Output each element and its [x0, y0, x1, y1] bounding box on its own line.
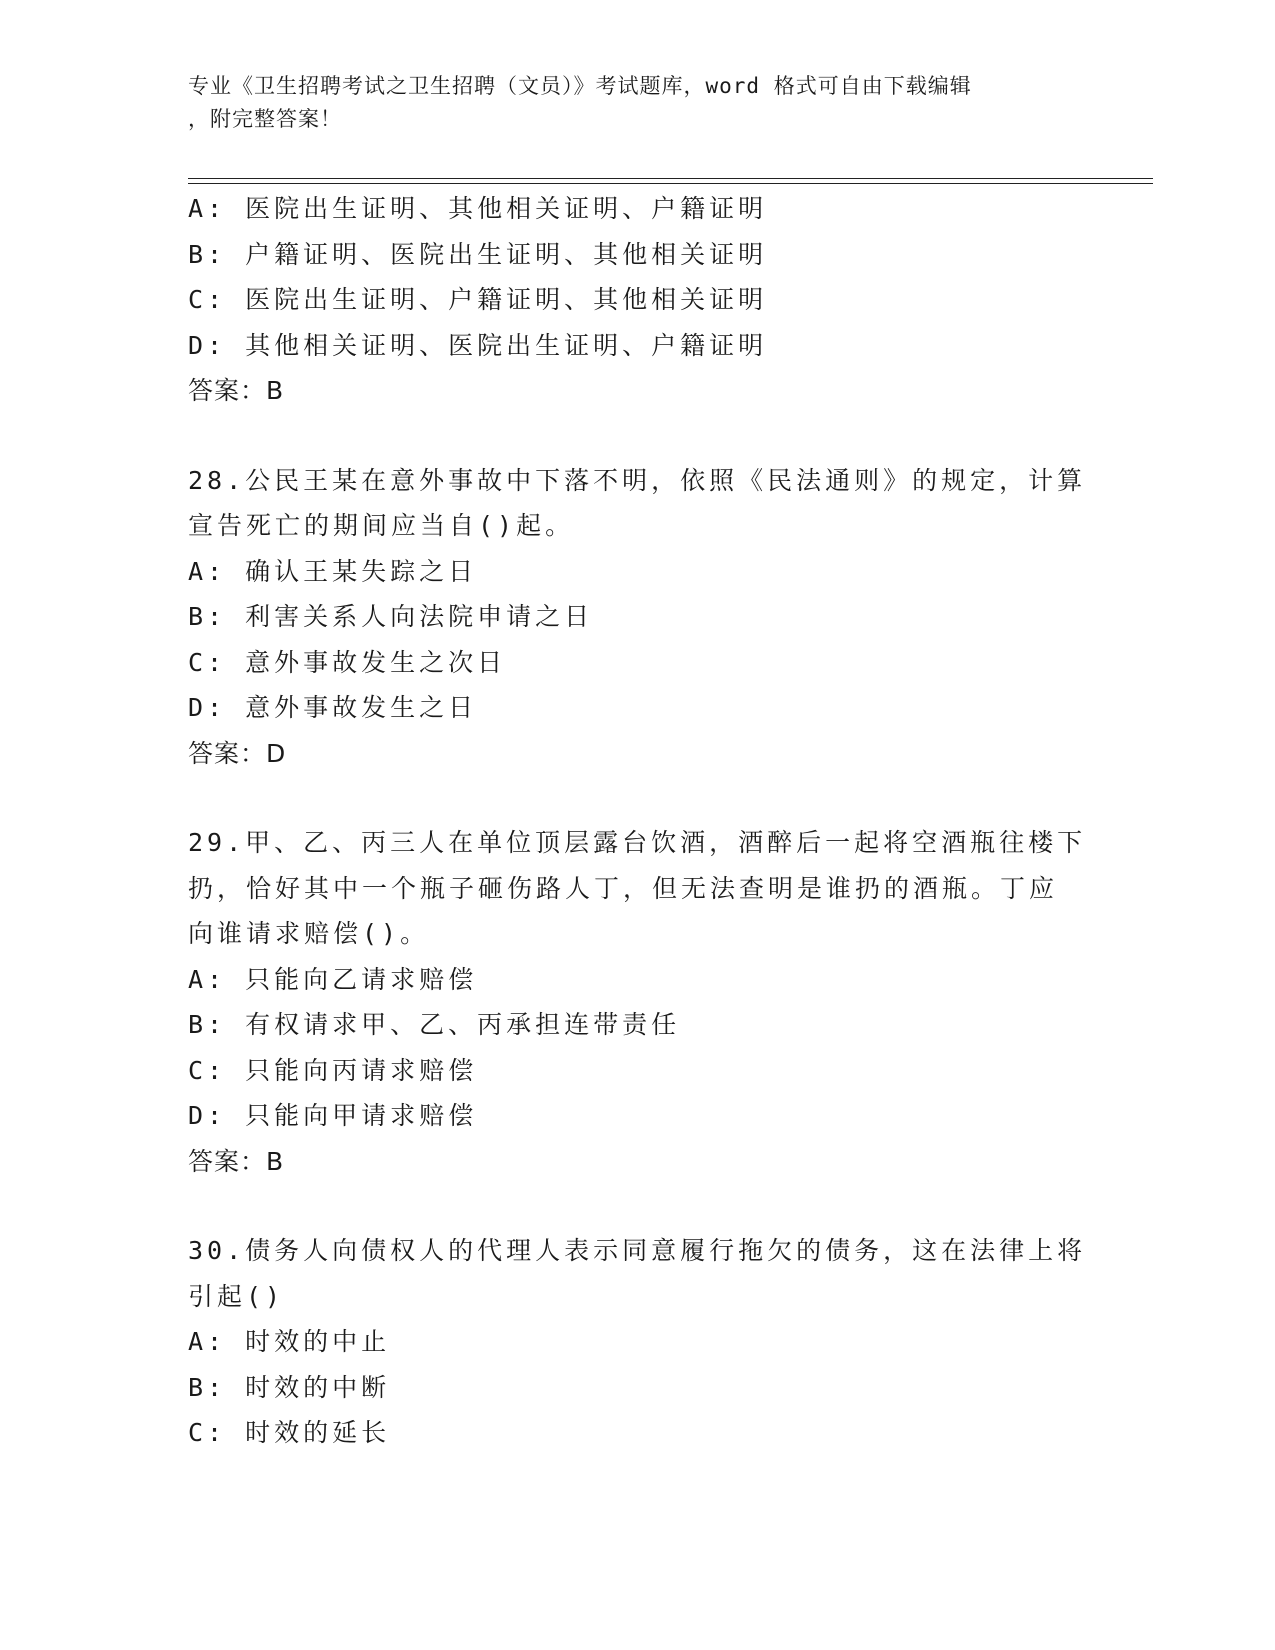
option-c: C: 医院出生证明、户籍证明、其他相关证明: [188, 285, 768, 314]
question-stem-line: 向谁请求赔偿()。: [188, 919, 430, 948]
header-line-1: 专业《卫生招聘考试之卫生招聘（文员）》考试题库，word 格式可自由下载编辑: [188, 74, 972, 98]
header-line-2: ，附完整答案！: [188, 107, 342, 131]
question-stem-line: 28.公民王某在意外事故中下落不明，依照《民法通则》的规定，计算: [188, 465, 1087, 495]
option-c: C: 意外事故发生之次日: [188, 647, 507, 677]
option-d: D: 意外事故发生之日: [188, 693, 478, 722]
question-list: [188, 186, 1088, 1456]
question-stem-line: 宣告死亡的期间应当自()起。: [188, 511, 575, 540]
option-c: C: 时效的延长: [188, 1418, 391, 1447]
header-divider-top: [188, 178, 1153, 179]
option-b: B: 利害关系人向法院申请之日: [188, 602, 594, 631]
question-27-continued: [188, 186, 1088, 414]
option-a: A: 只能向乙请求赔偿: [188, 964, 478, 994]
option-b: B: 有权请求甲、乙、丙承担连带责任: [188, 1010, 681, 1039]
answer-line: 答案：D: [188, 738, 287, 768]
question-28: [188, 458, 1088, 777]
question-30: [188, 1228, 1088, 1456]
option-c: C: 只能向丙请求赔偿: [188, 1055, 478, 1085]
header-divider-bottom: [188, 183, 1153, 184]
option-a: A: 医院出生证明、其他相关证明、户籍证明: [188, 194, 768, 223]
document-header: [188, 70, 1068, 136]
question-stem-line: 30.债务人向债权人的代理人表示同意履行拖欠的债务，这在法律上将: [188, 1236, 1087, 1265]
option-a: A: 确认王某失踪之日: [188, 556, 478, 586]
option-d: D: 只能向甲请求赔偿: [188, 1101, 478, 1130]
option-b: B: 户籍证明、医院出生证明、其他相关证明: [188, 239, 768, 269]
option-d: D: 其他相关证明、医院出生证明、户籍证明: [188, 330, 768, 360]
question-stem-line: 29.甲、乙、丙三人在单位顶层露台饮酒，酒醉后一起将空酒瓶往楼下: [188, 828, 1087, 857]
question-stem-line: 扔，恰好其中一个瓶子砸伤路人丁，但无法查明是谁扔的酒瓶。丁应: [188, 873, 1059, 903]
question-29: [188, 820, 1088, 1184]
answer-line: 答案：B: [188, 1146, 285, 1176]
question-stem-line: 引起(): [188, 1281, 285, 1311]
option-a: A: 时效的中止: [188, 1327, 391, 1356]
answer-line: 答案：B: [188, 376, 285, 405]
option-b: B: 时效的中断: [188, 1372, 391, 1402]
